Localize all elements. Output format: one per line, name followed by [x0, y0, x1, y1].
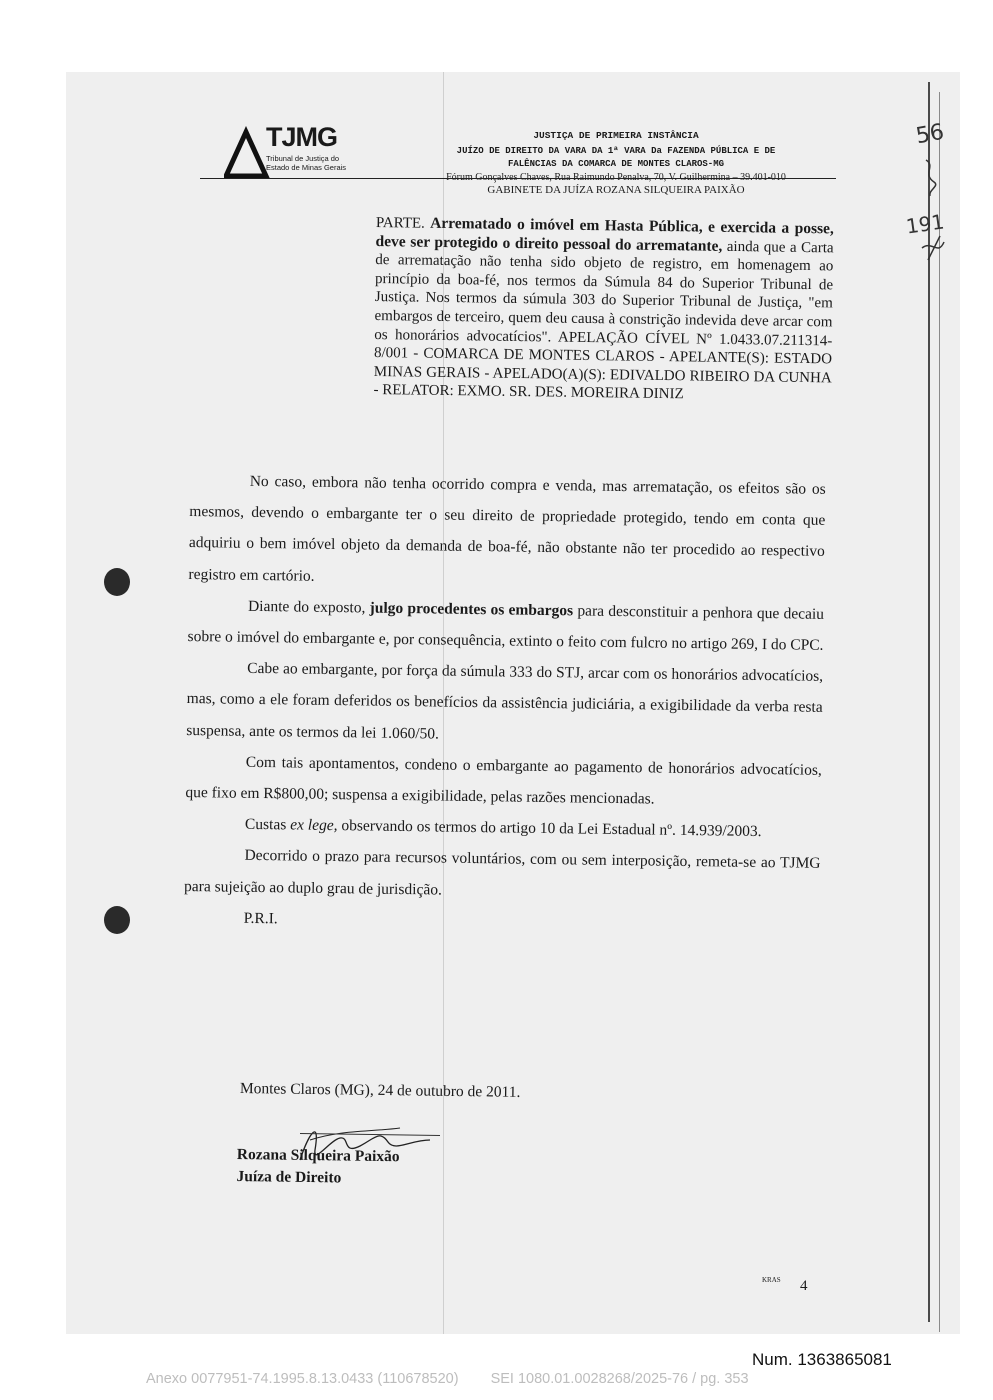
header-line-3: FALÊNCIAS DA COMARCA DE MONTES CLAROS-MG — [507, 159, 725, 169]
footer-right: SEI 1080.01.0028268/2025-76 / pg. 353 — [490, 1371, 749, 1387]
page-edge-line-secondary — [939, 92, 940, 1332]
paragraph-3: Cabe ao embargante, por força da súmula 333 do STJ, arcar com os honorários advocatícios, mas, como a ele foram deferidos os benefícios da assistência judiciária, a exigibilidade da verba resta suspensa, ante os termos da lei 1.060/50. — [186, 660, 824, 743]
kras-mark: KRAS — [762, 1276, 781, 1284]
margin-note-middle: 191 — [904, 209, 946, 239]
signer-title: Juíza de Direito — [236, 1167, 342, 1187]
paragraph-5: Custas ex lege, observando os termos do artigo 10 da Lei Estadual nº. 14.939/2003. — [244, 816, 762, 841]
quote-lead: PARTE. — [375, 214, 425, 232]
logo-text: TJMG — [266, 122, 338, 152]
decision-body — [183, 465, 825, 942]
header-office: GABINETE DA JUÍZA ROZANA SILQUEIRA PAIXÃO — [487, 184, 745, 196]
logo-subtitle: Tribunal de Justiça do Estado de Minas Gerais — [266, 154, 347, 172]
document-id: Num. 1363865081 — [752, 1350, 892, 1369]
paragraph-1: No caso, embora não tenha ocorrido compra e venda, mas arrematação, os efeitos são os mesmos, devendo o embargante ter o seu direito de propriedade protegido, tendo em conta que adquiriu o bem imóvel objeto da demanda de boa-fé, não obstante não ter procedido ao respectivo registro em cartório. — [188, 472, 826, 585]
date-line: Montes Claros (MG), 24 de outubro de 2011. — [239, 1080, 521, 1101]
quote-rest: ainda que a Carta de arrematação não tenha sido objeto de registro, em homenagem ao princípio da boa-fé, nos termos da Súmula 84 do Superior Tribunal de Justiça. Nos termos da súmula 303 do Superior Tribunal de Justiça, "em embargos de terceiro, quem deu causa à constrição indevida deve arcar com os honorários advocatícios". — [374, 238, 834, 346]
paragraph-4: Com tais apontamentos, condeno o embargante ao pagamento de honorários advocatícios, que fixo em R$800,00; suspensa a exigibilidade, pelas razões mencionadas. — [185, 753, 822, 808]
header-line-1: JUSTIÇA DE PRIMEIRA INSTÂNCIA — [533, 130, 699, 141]
margin-note-top: 56 — [914, 119, 946, 150]
footer-stamp — [146, 1371, 749, 1387]
footer-left: Anexo 0077951-74.1995.8.13.0433 (110678520) — [146, 1371, 459, 1387]
paragraph-2: Diante do exposto, julgo procedentes os embargos para desconstituir a penhora que decaiu sobre o imóvel do embargante e, por consequência, extinto o feito com fulcro no artigo 269, I do CPC. — [187, 597, 825, 654]
signature-block — [236, 1144, 399, 1190]
page-edge-line — [928, 82, 930, 1322]
jurisprudence-quote — [373, 214, 834, 406]
margin-scribble-icon — [918, 156, 948, 266]
pri-line: P.R.I. — [243, 909, 278, 928]
punch-hole-bottom — [104, 906, 130, 934]
header-rule — [200, 178, 836, 179]
page-number: 4 — [800, 1278, 808, 1294]
header-line-2: JUÍZO DE DIREITO DA VARA DA 1ª VARA Da FAZENDA PÚBLICA E DE — [456, 146, 776, 156]
quote-bold: Arrematado o imóvel em Hasta Pública, e exercida a posse, deve ser protegido o direito pessoal do arrematante, — [375, 214, 834, 255]
quote-reference: APELAÇÃO CÍVEL Nº 1.0433.07.211314-8/001 - COMARCA DE MONTES CLAROS - APELANTE(S): ESTADO MINAS GERAIS - APELADO(A)(S): EDIVALDO RIBEIRO DA CUNHA - RELATOR: EXMO. SR. DES. MOREIRA DINIZ — [373, 329, 833, 403]
paragraph-6: Decorrido o prazo para recursos voluntários, com ou sem interposição, remeta-se ao TJMG para sujeição ao duplo grau de jurisdição. — [184, 847, 821, 899]
signer-name: Rozana Silqueira Paixão — [236, 1145, 400, 1166]
punch-hole-top — [104, 568, 130, 596]
